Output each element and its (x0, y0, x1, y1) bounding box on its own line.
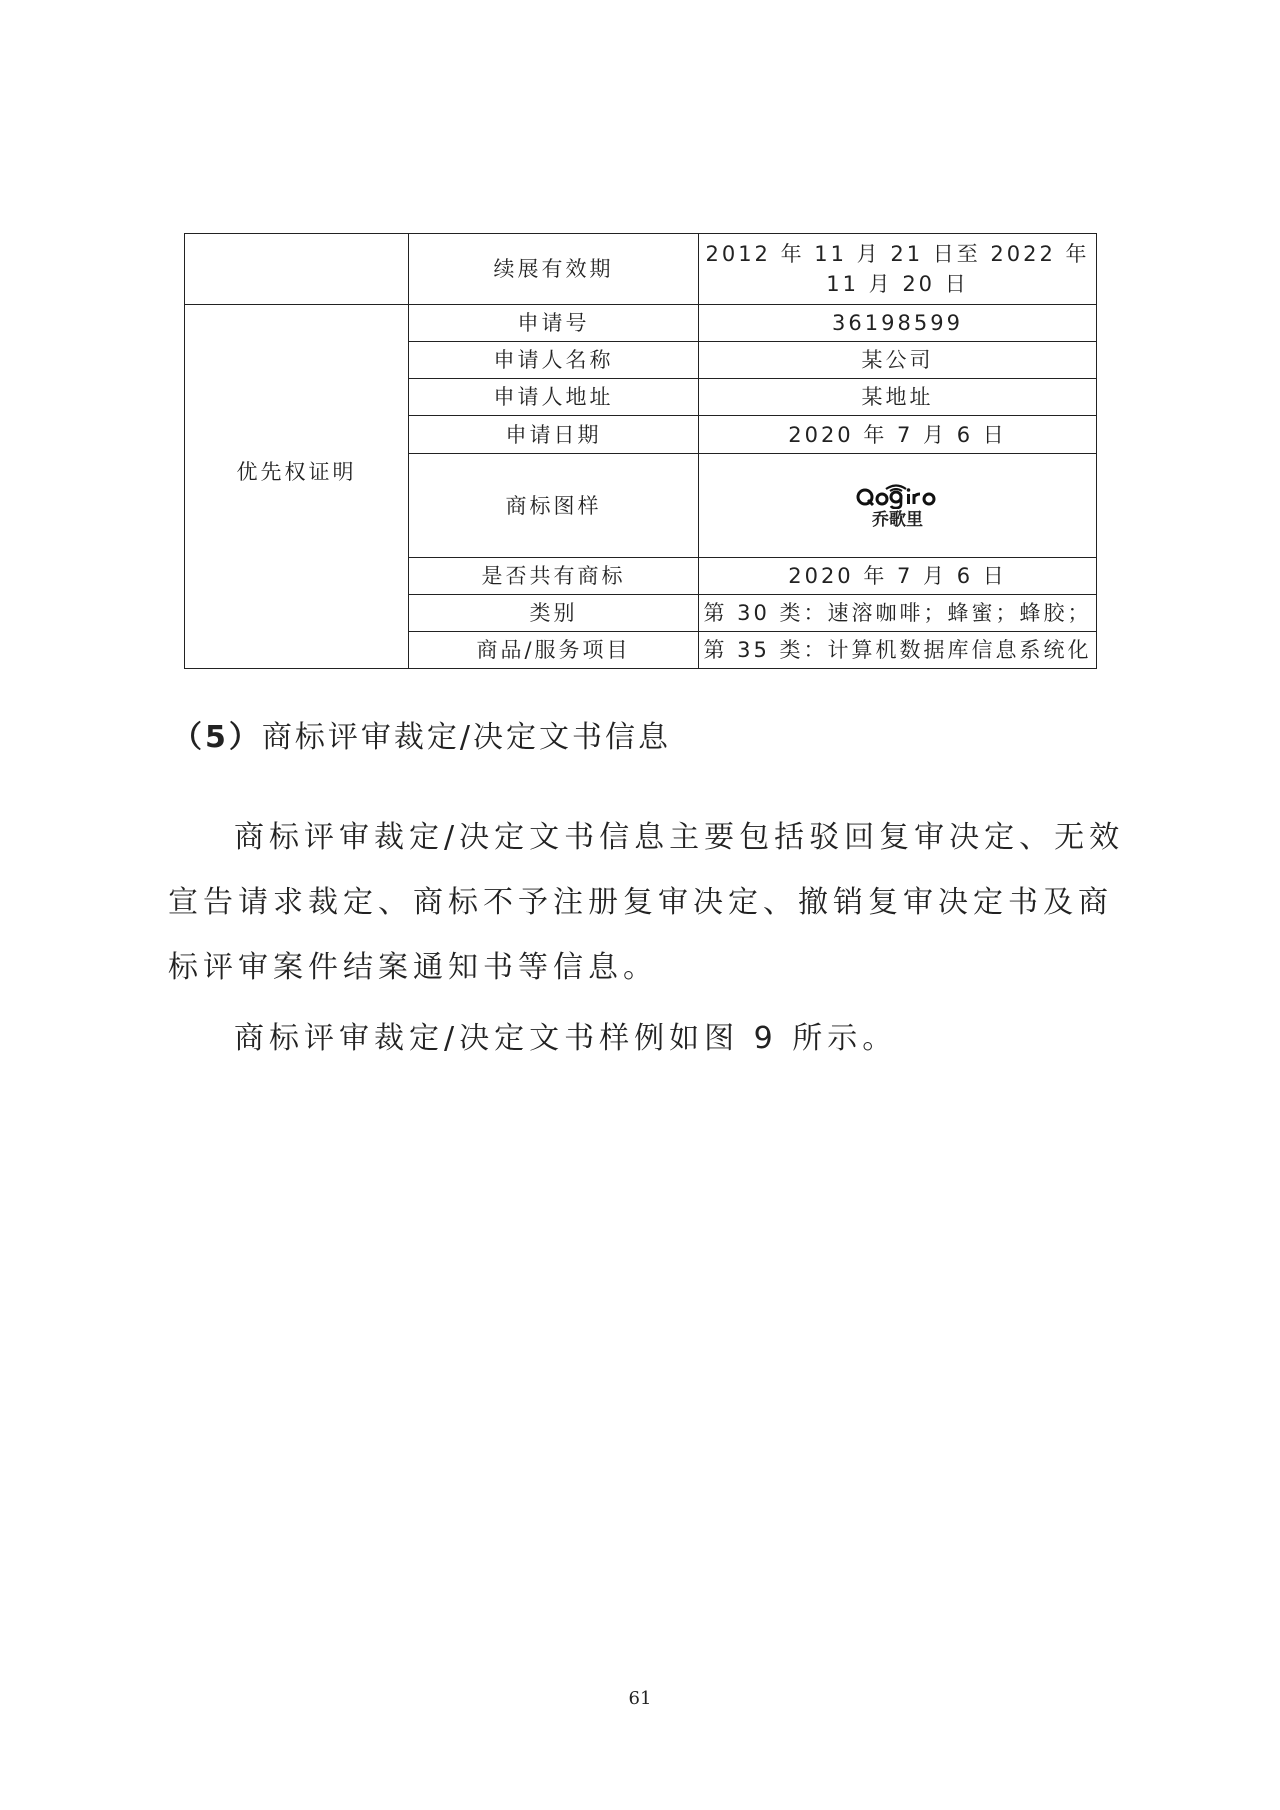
row-value: 2020 年 7 月 6 日 (699, 416, 1097, 454)
row-value: 36198599 (699, 305, 1097, 342)
trademark-info-table (184, 233, 1097, 669)
shared-value: 2020 年 7 月 6 日 (699, 558, 1097, 595)
row-value: 某公司 (699, 342, 1097, 379)
goods-label: 商品/服务项目 (409, 632, 699, 669)
page-number: 61 (628, 1688, 652, 1709)
section-number: （5） (172, 720, 262, 755)
table-row (185, 234, 1097, 305)
priority-section-label: 优先权证明 (185, 305, 409, 669)
body-paragraph: 商标评审裁定/决定文书样例如图 9 所示。 (234, 1021, 898, 1056)
renewal-label: 续展有效期 (409, 234, 699, 305)
empty-cell (185, 234, 409, 305)
category-label: 类别 (409, 595, 699, 632)
row-label: 申请人名称 (409, 342, 699, 379)
trademark-logo-chinese: 乔歌里 (872, 509, 923, 530)
body-paragraph: 商标评审裁定/决定文书信息主要包括驳回复审决定、无效宣告请求裁定、商标不予注册复审决定、撤销复审决定书及商标评审案件结案通知书等信息。 (168, 820, 1125, 985)
goods-value: 第 35 类：计算机数据库信息系统化 (699, 632, 1097, 669)
trademark-image-label: 商标图样 (409, 454, 699, 558)
shared-label: 是否共有商标 (409, 558, 699, 595)
row-label: 申请人地址 (409, 379, 699, 416)
trademark-image-cell (699, 454, 1097, 558)
trademark-logo (856, 483, 940, 529)
trademark-logo-mark (856, 483, 940, 509)
category-value: 第 30 类：速溶咖啡；蜂蜜；蜂胶； (699, 595, 1097, 632)
row-value: 某地址 (699, 379, 1097, 416)
section-heading (172, 712, 671, 756)
table-row (185, 305, 1097, 342)
section-title: 商标评审裁定/决定文书信息 (261, 720, 671, 755)
row-label: 申请日期 (409, 416, 699, 454)
row-label: 申请号 (409, 305, 699, 342)
renewal-value: 2012 年 11 月 21 日至 2022 年 11 月 20 日 (699, 234, 1097, 305)
